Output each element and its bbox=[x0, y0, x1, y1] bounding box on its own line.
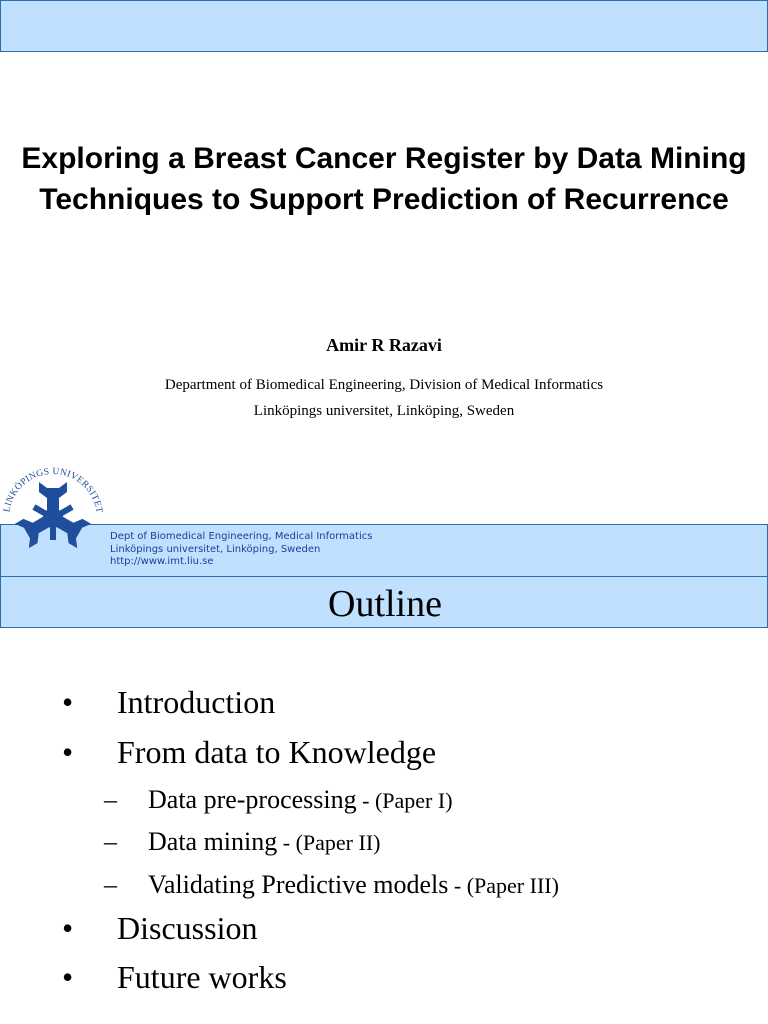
footer-line-1: Dept of Biomedical Engineering, Medical Informatics bbox=[110, 531, 373, 542]
bullet-text: Future works bbox=[117, 959, 287, 995]
outline-header-bar bbox=[0, 576, 768, 628]
paper-note: - (Paper II) bbox=[277, 830, 381, 855]
sub-bullet-text: Data mining - (Paper II) bbox=[148, 827, 381, 856]
paper-note: - (Paper I) bbox=[356, 788, 453, 813]
outline-title: Outline bbox=[328, 583, 442, 625]
dash-icon: – bbox=[104, 827, 117, 856]
dash-icon: – bbox=[104, 785, 117, 814]
header-bar bbox=[0, 0, 768, 52]
affiliation-line-2: Linköpings universitet, Linköping, Sweden bbox=[253, 403, 515, 419]
footer-info bbox=[110, 531, 372, 569]
university-logo-icon bbox=[2, 462, 104, 574]
paper-note: - (Paper III) bbox=[448, 873, 559, 898]
sub-bullet-text: Data pre-processing - (Paper I) bbox=[148, 785, 453, 814]
footer-line-2: Linköpings universitet, Linköping, Sweden bbox=[110, 543, 321, 555]
bullet-text: From data to Knowledge bbox=[117, 734, 437, 770]
sub-bullet-text: Validating Predictive models - (Paper III) bbox=[148, 870, 559, 899]
outline-slide bbox=[0, 576, 768, 1024]
bullet-text: Discussion bbox=[117, 910, 258, 946]
bullet-icon: • bbox=[62, 959, 74, 995]
bullet-icon: • bbox=[62, 910, 74, 946]
bullet-icon: • bbox=[62, 734, 74, 770]
author-name: Amir R Razavi bbox=[326, 335, 442, 355]
bullet-icon: • bbox=[62, 684, 74, 720]
footer-link[interactable]: http://www.imt.liu.se bbox=[110, 556, 214, 567]
bullet-text: Introduction bbox=[117, 684, 276, 720]
affiliation-line-1: Department of Biomedical Engineering, Division of Medical Informatics bbox=[164, 377, 604, 393]
svg-text:LINKÖPINGS UNIVERSITET: LINKÖPINGS UNIVERSITET bbox=[2, 466, 104, 514]
dash-icon: – bbox=[104, 870, 117, 899]
presentation-title: Exploring a Breast Cancer Register by Data Mining Techniques to Support Prediction of Recurrence bbox=[21, 142, 747, 216]
